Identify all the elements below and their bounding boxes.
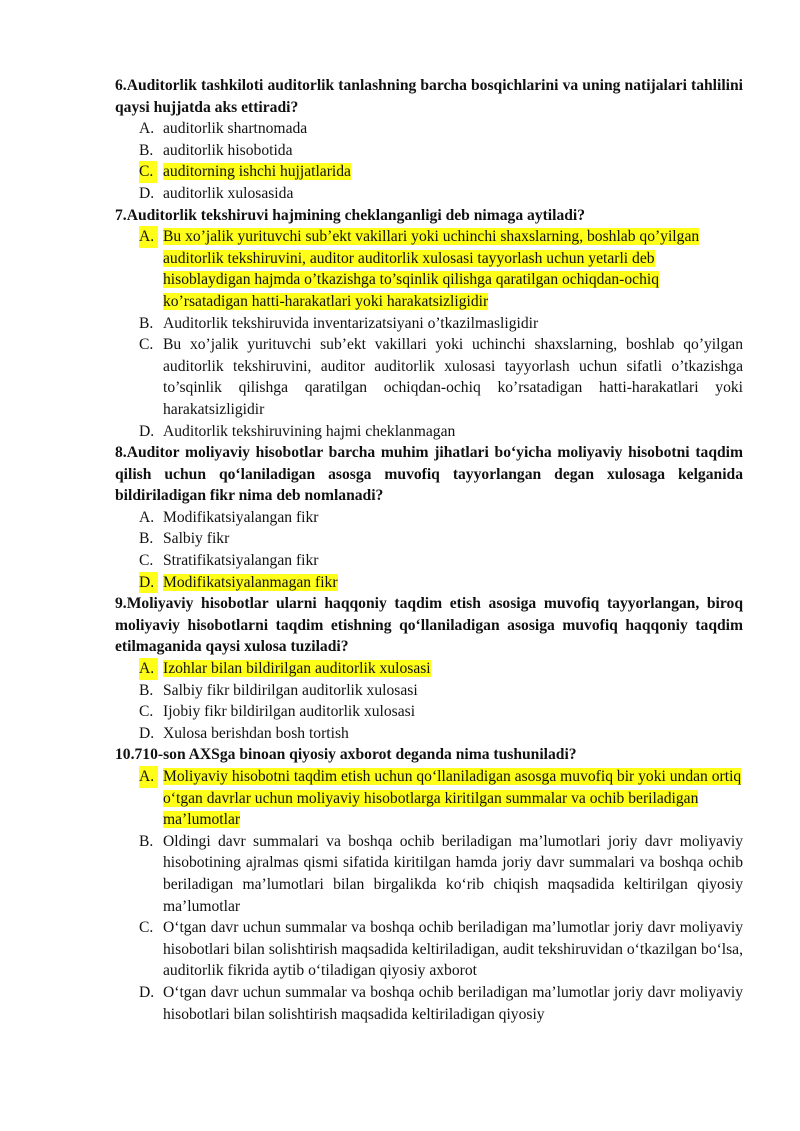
answer-options xyxy=(115,118,743,204)
answer-option-a-correct xyxy=(115,226,743,312)
option-text: auditorlik shartnomada xyxy=(163,120,308,138)
question-title: 10.710-son AXSga binoan qiyosiy axborot deganda nima tushuniladi? xyxy=(115,746,577,764)
option-text-highlighted: Modifikatsiyalanmagan fikr xyxy=(163,573,338,591)
answer-options xyxy=(115,658,743,744)
question-title: 8.Auditor moliyaviy hisobotlar barcha muhim jihatlari bo‘yicha moliyaviy hisobotni taqdim qilish uchun qo‘laniladigan asosga muvofiq tayyorlangan degan xulosaga kelganida bildiriladigan fikr nima deb nomlanadi? xyxy=(115,444,743,505)
question-9 xyxy=(115,593,743,744)
option-text: Bu xo’jalik yurituvchi sub’ekt vakillari yoki uchinchi shaxslarning, boshlab qo’yilgan auditorlik tekshiruvini, auditor auditorlik xulosasi tayyorlash uchun sifatli o’tkazishga to’sqinlik qilishga qaratilgan ochiqdan-ochiq ko’rsatadigan hatti-harakatlari yoki harakatsizligidir xyxy=(163,336,743,418)
answer-option-b xyxy=(115,140,743,162)
option-text-highlighted: Bu xo’jalik yurituvchi sub’ekt vakillari yoki uchinchi shaxslarning, boshlab qo’yilgan auditorlik tekshiruvini, auditor auditorlik xulosasi tayyorlash uchun yetarli deb hisoblaydigan hajmda o’tkazishga to’sqinlik qilishga qaratilgan ochiqdan-ochiq ko’rsatadigan hatti-harakatlari yoki harakatsizligidir xyxy=(163,228,700,310)
answer-option-d-correct xyxy=(115,572,743,594)
option-letter: B. xyxy=(139,141,154,159)
answer-option-c xyxy=(115,917,743,982)
answer-options xyxy=(115,226,743,442)
question-10 xyxy=(115,744,743,1025)
option-letter: C. xyxy=(139,919,154,937)
answer-options xyxy=(115,766,743,1025)
option-text: Modifikatsiyalangan fikr xyxy=(163,508,319,526)
option-letter: B. xyxy=(139,530,154,548)
option-text: Auditorlik tekshiruvida inventarizatsiyani o’tkazilmasligidir xyxy=(163,314,539,332)
option-letter: A. xyxy=(139,226,158,248)
question-7 xyxy=(115,205,743,443)
answer-option-a xyxy=(115,507,743,529)
answer-option-c xyxy=(115,550,743,572)
answer-options xyxy=(115,507,743,593)
question-title: 7.Auditorlik tekshiruvi hajmining cheklanganligi deb nimaga aytiladi? xyxy=(115,206,586,224)
question-6 xyxy=(115,75,743,205)
option-letter: C. xyxy=(139,161,157,183)
option-letter: A. xyxy=(139,766,158,788)
option-letter: A. xyxy=(139,508,155,526)
option-text: O‘tgan davr uchun summalar va boshqa ochib beriladigan ma’lumotlar joriy davr moliyaviy hisobotlari bilan solishtirish maqsadida keltiriladigan qiyosiy xyxy=(163,983,743,1023)
option-text: Ijobiy fikr bildirilgan auditorlik xulosasi xyxy=(163,703,416,721)
option-text-highlighted: Izohlar bilan bildirilgan auditorlik xulosasi xyxy=(163,660,431,678)
option-letter: B. xyxy=(139,832,154,850)
answer-option-c xyxy=(115,701,743,723)
option-text-highlighted: auditorning ishchi hujjatlarida xyxy=(163,163,351,181)
option-letter: C. xyxy=(139,703,154,721)
option-text: Stratifikatsiyalangan fikr xyxy=(163,552,319,570)
answer-option-a-correct xyxy=(115,766,743,831)
option-letter: C. xyxy=(139,336,154,354)
option-text: Salbiy fikr xyxy=(163,530,230,548)
answer-option-b xyxy=(115,313,743,335)
option-text: Xulosa berishdan bosh tortish xyxy=(163,724,349,742)
option-text: Oldingi davr summalari va boshqa ochib beriladigan ma’lumotlari joriy davr moliyaviy hisobotining ajralmas qismi sifatida kiritilgan hamda joriy davr summalari va boshqa ochib beriladigan ma’lumotlari bilan birgalikda ko‘rib chiqish maqsadida keltirilgan qiyosiy ma’lumotlar xyxy=(163,832,743,915)
document-page xyxy=(115,75,743,1025)
answer-option-d xyxy=(115,982,743,1025)
option-text: auditorlik hisobotida xyxy=(163,141,293,159)
option-text-highlighted: Moliyaviy hisobotni taqdim etish uchun qo‘llaniladigan asosga muvofiq bir yoki undan ortiq o‘tgan davrlar uchun moliyaviy hisobotlarga kiritilgan summalar va ochib beriladigan ma’lumotlar xyxy=(163,768,742,829)
answer-option-b xyxy=(115,831,743,917)
option-text: Salbiy fikr bildirilgan auditorlik xulosasi xyxy=(163,681,418,699)
answer-option-c xyxy=(115,334,743,420)
option-letter: D. xyxy=(139,184,155,202)
answer-option-b xyxy=(115,528,743,550)
option-letter: A. xyxy=(139,120,155,138)
answer-option-a xyxy=(115,118,743,140)
answer-option-a-correct xyxy=(115,658,743,680)
option-text: Auditorlik tekshiruvining hajmi cheklanmagan xyxy=(163,422,456,440)
option-letter: B. xyxy=(139,314,154,332)
option-letter: C. xyxy=(139,552,154,570)
question-title: 6.Auditorlik tashkiloti auditorlik tanlashning barcha bosqichlarini va uning natijalari tahlilini qaysi hujjatda aks ettiradi? xyxy=(115,77,743,116)
option-letter: D. xyxy=(139,572,158,594)
question-8 xyxy=(115,442,743,593)
option-letter: D. xyxy=(139,422,155,440)
option-text: auditorlik xulosasida xyxy=(163,184,294,202)
option-letter: B. xyxy=(139,681,154,699)
option-letter: D. xyxy=(139,724,155,742)
option-text: O‘tgan davr uchun summalar va boshqa ochib beriladigan ma’lumotlar joriy davr moliyaviy hisobotlari bilan solishtirish maqsadida keltiriladigan, audit tekshiruvidan o‘tkazilgan bo‘lsa, auditorlik fikrida aytib o‘tiladigan qiyosiy axborot xyxy=(163,919,743,980)
option-letter: A. xyxy=(139,658,158,680)
option-letter: D. xyxy=(139,983,155,1001)
answer-option-c-correct xyxy=(115,161,743,183)
answer-option-b xyxy=(115,680,743,702)
answer-option-d xyxy=(115,421,743,443)
answer-option-d xyxy=(115,723,743,745)
question-title: 9.Moliyaviy hisobotlar ularni haqqoniy taqdim etish asosiga muvofiq tayyorlangan, biroq moliyaviy hisobotlarni taqdim etishning qo‘llaniladigan asosiga muvofiq haqqoniy taqdim etilmaganida qaysi xulosa tuziladi? xyxy=(115,595,743,656)
answer-option-d xyxy=(115,183,743,205)
